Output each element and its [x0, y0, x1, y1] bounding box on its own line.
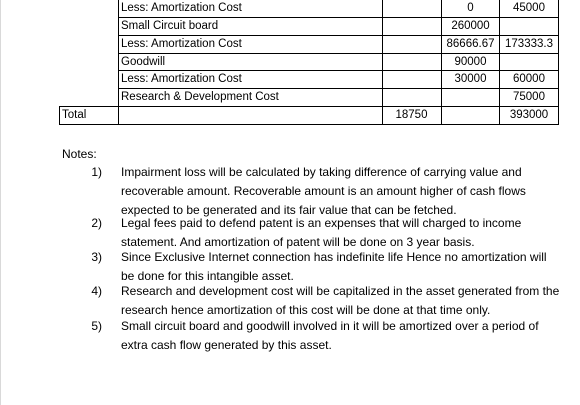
row-value: 30000 [454, 73, 487, 85]
row-value: 0 [467, 2, 474, 14]
note-text: Research and development cost will be capitalized in the asset generated from the research hence amortization of this cost will be done at that time only. [121, 284, 560, 317]
grid-line [0, 0, 1, 405]
row-label: Small Circuit board [121, 20, 219, 32]
total-value: 18750 [395, 109, 428, 121]
row-label: Goodwill [121, 56, 166, 68]
row-value: 260000 [451, 20, 490, 32]
note-text: Since Exclusive Internet connection has indefinite life Hence no amortization will be done for this intangible asset. [121, 250, 547, 283]
note-text: Legal fees paid to defend patent is an expenses that will charged to income statement. And amortization of patent will be done on 3 year basis. [121, 216, 522, 249]
row-label: Research & Development Cost [121, 91, 279, 103]
table-border [59, 106, 559, 107]
note-number: 1) [91, 165, 102, 179]
note-number: 5) [91, 319, 102, 333]
notes-title: Notes: [62, 147, 97, 161]
row-value: 173333.3 [505, 38, 553, 50]
row-label: Less: Amortization Cost [121, 38, 242, 50]
note-text: Small circuit board and goodwill involved in it will be amortized over a period of extra cash flow generated by this asset. [121, 319, 539, 352]
row-label: Less: Amortization Cost [121, 2, 242, 14]
total-value: 393000 [509, 109, 549, 121]
row-value: 75000 [513, 91, 545, 103]
note-text: Impairment loss will be calculated by taking difference of carrying value and recoverable amount. Recoverable amount is an amount higher of cash flows expected to be generated and its fair value that can be fetched. [121, 165, 526, 217]
row-value: 60000 [513, 73, 545, 85]
row-value: 86666.67 [446, 38, 495, 50]
note-number: 4) [91, 284, 102, 298]
row-value: 45000 [513, 2, 545, 14]
table-border [59, 124, 559, 125]
note-number: 2) [91, 216, 102, 230]
total-label: Total [62, 109, 87, 121]
row-label: Less: Amortization Cost [121, 73, 242, 85]
row-value: 90000 [454, 56, 487, 68]
note-number: 3) [91, 250, 102, 264]
